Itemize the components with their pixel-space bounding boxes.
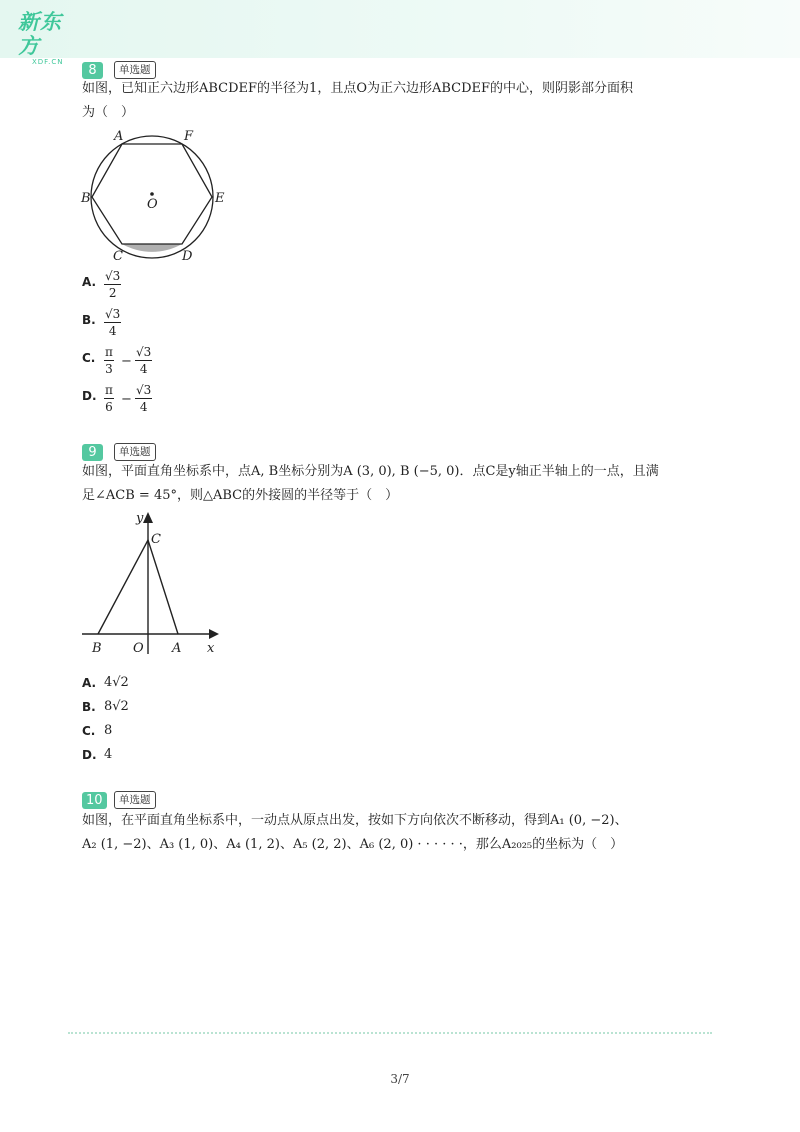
logo: [18, 10, 82, 66]
footer-divider: [68, 1032, 712, 1034]
shaded-segment: [122, 244, 182, 252]
option-c-label: C.: [82, 724, 96, 738]
option-b-label: B.: [82, 313, 96, 327]
label-A: A: [172, 641, 182, 656]
triangle-abc: [98, 540, 178, 634]
y-axis-arrow: [143, 512, 153, 523]
option-d-label: D.: [82, 389, 97, 403]
option-a-label: A.: [82, 275, 97, 289]
label-F: F: [184, 129, 194, 144]
option-d-numerator-1: π: [105, 383, 113, 397]
option-c-denominator-1: 3: [105, 362, 113, 376]
option-b-numerator: √3: [105, 307, 121, 321]
question-type-badge: 单选题: [114, 443, 156, 461]
option-b-label: B.: [82, 700, 96, 714]
option-a-value[interactable]: 4√2: [104, 675, 129, 690]
label-C: C: [151, 532, 161, 547]
question-number-9: 9: [82, 444, 103, 461]
label-B: B: [81, 191, 91, 206]
option-d-denominator-1: 6: [105, 400, 113, 414]
option-c-numerator-1: π: [105, 345, 113, 359]
label-y: y: [136, 511, 144, 526]
page-number: 3/7: [390, 1072, 410, 1086]
option-a-label: A.: [82, 676, 97, 690]
option-c-value[interactable]: 8: [104, 723, 113, 738]
option-d-denominator-2: 4: [139, 400, 148, 414]
option-c-fraction-2[interactable]: [135, 345, 152, 376]
option-d-label: D.: [82, 748, 97, 762]
option-a-denominator: 2: [108, 286, 117, 300]
option-c-fraction-1[interactable]: [104, 345, 114, 376]
question-8-text-line1: 如图，已知正六边形ABCDEF的半径为1，且点O为正六边形ABCDEF的中心，则阴影部分面积: [82, 81, 634, 96]
label-x: x: [207, 641, 215, 656]
label-E: E: [215, 191, 225, 206]
option-d-fraction-2[interactable]: [135, 383, 152, 414]
option-d-fraction-1[interactable]: [104, 383, 114, 414]
question-10-text-line1: 如图，在平面直角坐标系中，一动点从原点出发，按如下方向依次不断移动，得到A₁ (0, −2)、: [82, 813, 628, 828]
option-c-operator: −: [121, 354, 132, 369]
label-C: C: [113, 249, 123, 264]
question-9-text-line2: 足∠ACB = 45°，则△ABC的外接圆的半径等于（ ）: [82, 488, 399, 503]
label-O: O: [133, 641, 144, 656]
option-b-value[interactable]: 8√2: [104, 699, 129, 714]
logo-text: 新东方: [18, 10, 62, 58]
question-10-text-line2: A₂ (1, −2)、A₃ (1, 0)、A₄ (1, 2)、A₅ (2, 2)、A₆ (2, 0) · · · · · ·，那么A₂₀₂₅的坐标为（ ）: [82, 837, 624, 852]
option-d-operator: −: [121, 392, 132, 407]
option-d-numerator-2: √3: [136, 383, 152, 397]
option-c-numerator-2: √3: [136, 345, 152, 359]
option-b-denominator: 4: [108, 324, 117, 338]
option-a-numerator: √3: [105, 269, 121, 283]
label-D: D: [182, 249, 193, 264]
hexagon-figure: [78, 126, 238, 266]
question-type-badge: 单选题: [114, 791, 156, 809]
option-c-denominator-2: 4: [139, 362, 148, 376]
label-A: A: [114, 129, 124, 144]
question-number-8: 8: [82, 62, 103, 79]
header-band: [0, 0, 800, 58]
triangle-coordinate-figure: [78, 506, 238, 666]
option-a-fraction[interactable]: [104, 269, 121, 300]
label-O: O: [147, 197, 158, 212]
label-B: B: [92, 641, 102, 656]
option-b-fraction[interactable]: [104, 307, 121, 338]
center-point: [150, 192, 154, 196]
question-number-10: 10: [82, 792, 107, 809]
question-8-text-line2: 为（ ）: [82, 105, 135, 120]
question-type-badge: 单选题: [114, 61, 156, 79]
x-axis-arrow: [209, 629, 219, 639]
option-d-value[interactable]: 4: [104, 747, 113, 762]
option-c-label: C.: [82, 351, 96, 365]
logo-subtext: XDF.CN: [32, 58, 64, 66]
question-9-text-line1: 如图，平面直角坐标系中，点A, B坐标分别为A (3, 0), B (−5, 0)．点C是y轴正半轴上的一点，且满: [82, 464, 659, 479]
